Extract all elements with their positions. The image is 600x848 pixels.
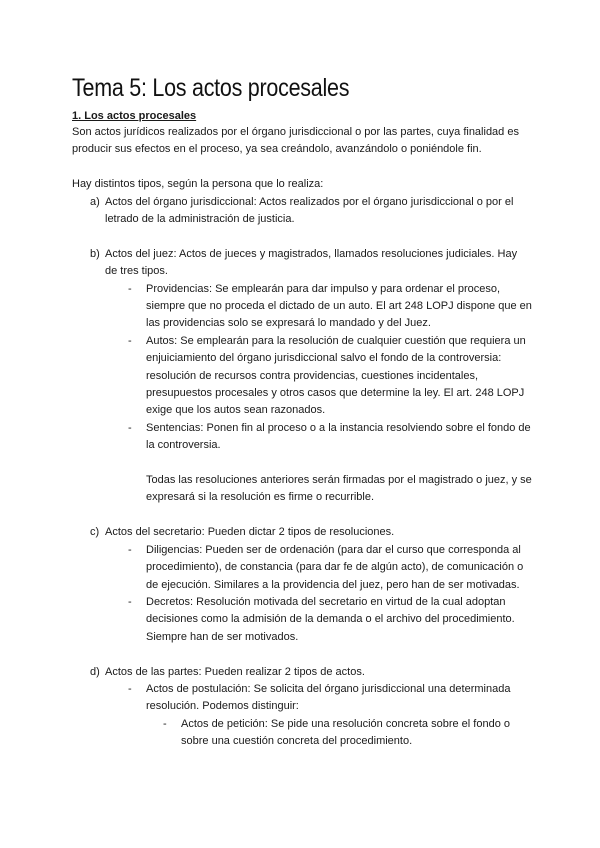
subitem-postulacion — [72, 681, 532, 716]
dash-marker: - — [128, 682, 132, 695]
list-marker: b) — [90, 247, 100, 260]
subitem-text: Providencias: Se emplearán para dar impulso y para ordenar el proceso, siempre que no proceda el dictado de un auto. El art 248 LOPJ dispone que en las providencias solo se expresará lo mandado y del Juez. — [146, 282, 532, 330]
list-item-text: Actos de las partes: Pueden realizar 2 tipos de actos. — [105, 665, 365, 678]
subitem-decretos — [72, 594, 532, 646]
dash-marker: - — [128, 543, 132, 556]
section-heading: 1. Los actos procesales — [72, 110, 197, 122]
document-body — [72, 124, 532, 751]
dash-marker: - — [128, 421, 132, 434]
dash-marker: - — [128, 282, 132, 295]
subsubitem-text: Actos de petición: Se pide una resolución concreta sobre el fondo o sobre una cuestión concreta del procedimiento. — [181, 717, 510, 748]
dash-marker: - — [128, 595, 132, 608]
subsubitem-peticion — [72, 716, 532, 751]
list-item-c — [72, 524, 532, 541]
subitem-autos — [72, 333, 532, 420]
list-item-d — [72, 664, 532, 681]
subitem-providencias — [72, 281, 532, 333]
list-marker: a) — [90, 195, 100, 208]
subitem-text: Decretos: Resolución motivada del secretario en virtud de la cual adoptan decisiones como la admisión de la demanda o el archivo del procedimiento. Siempre han de ser motivados. — [146, 595, 515, 643]
types-intro: Hay distintos tipos, según la persona que lo realiza: — [72, 178, 324, 191]
list-item-text: Actos del órgano jurisdiccional: Actos realizados por el órgano jurisdiccional o por el letrado de la administración de justicia. — [105, 195, 514, 226]
intro-paragraph: Son actos jurídicos realizados por el órgano jurisdiccional o por las partes, cuya finalidad es producir sus efectos en el proceso, ya sea creándolo, avanzándolo o poniéndole fin. — [72, 126, 519, 156]
list-item-text: Actos del juez: Actos de jueces y magistrados, llamados resoluciones judiciales. Hay de tres tipos. — [105, 247, 518, 278]
subitem-diligencias — [72, 542, 532, 594]
list-marker: c) — [90, 526, 100, 539]
resoluciones-note: Todas las resoluciones anteriores serán firmadas por el magistrado o juez, y se expresará si la resolución es firme o recurrible. — [146, 474, 532, 504]
list-item-b — [72, 246, 532, 281]
dash-marker: - — [128, 334, 132, 347]
page-title: Tema 5: Los actos procesales — [72, 74, 350, 102]
list-item-text: Actos del secretario: Pueden dictar 2 tipos de resoluciones. — [105, 526, 395, 539]
subitem-text: Diligencias: Pueden ser de ordenación (para dar el curso que corresponda al procedimiento), de constancia (para dar fe de algún acto), de comunicación o de ejecución. Similares a la providencia del juez, pero han de ser motivadas. — [146, 543, 524, 591]
subitem-sentencias — [72, 420, 532, 455]
list-item-a — [72, 194, 532, 229]
subitem-text: Sentencias: Ponen fin al proceso o a la instancia resolviendo sobre el fondo de la controversia. — [146, 421, 531, 452]
list-marker: d) — [90, 665, 100, 678]
subitem-text: Autos: Se emplearán para la resolución de cualquier cuestión que requiera un enjuiciamiento del órgano jurisdiccional salvo el fondo de la controversia: resolución de recursos contra providencias, cuestiones incidentales, presupuestos procesales y otros casos que determine la ley. El art. 248 LOPJ exige que los autos sean razonados. — [146, 334, 526, 417]
subitem-text: Actos de postulación: Se solicita del órgano jurisdiccional una determinada resolución. Podemos distinguir: — [146, 682, 511, 713]
dash-marker: - — [163, 717, 167, 730]
